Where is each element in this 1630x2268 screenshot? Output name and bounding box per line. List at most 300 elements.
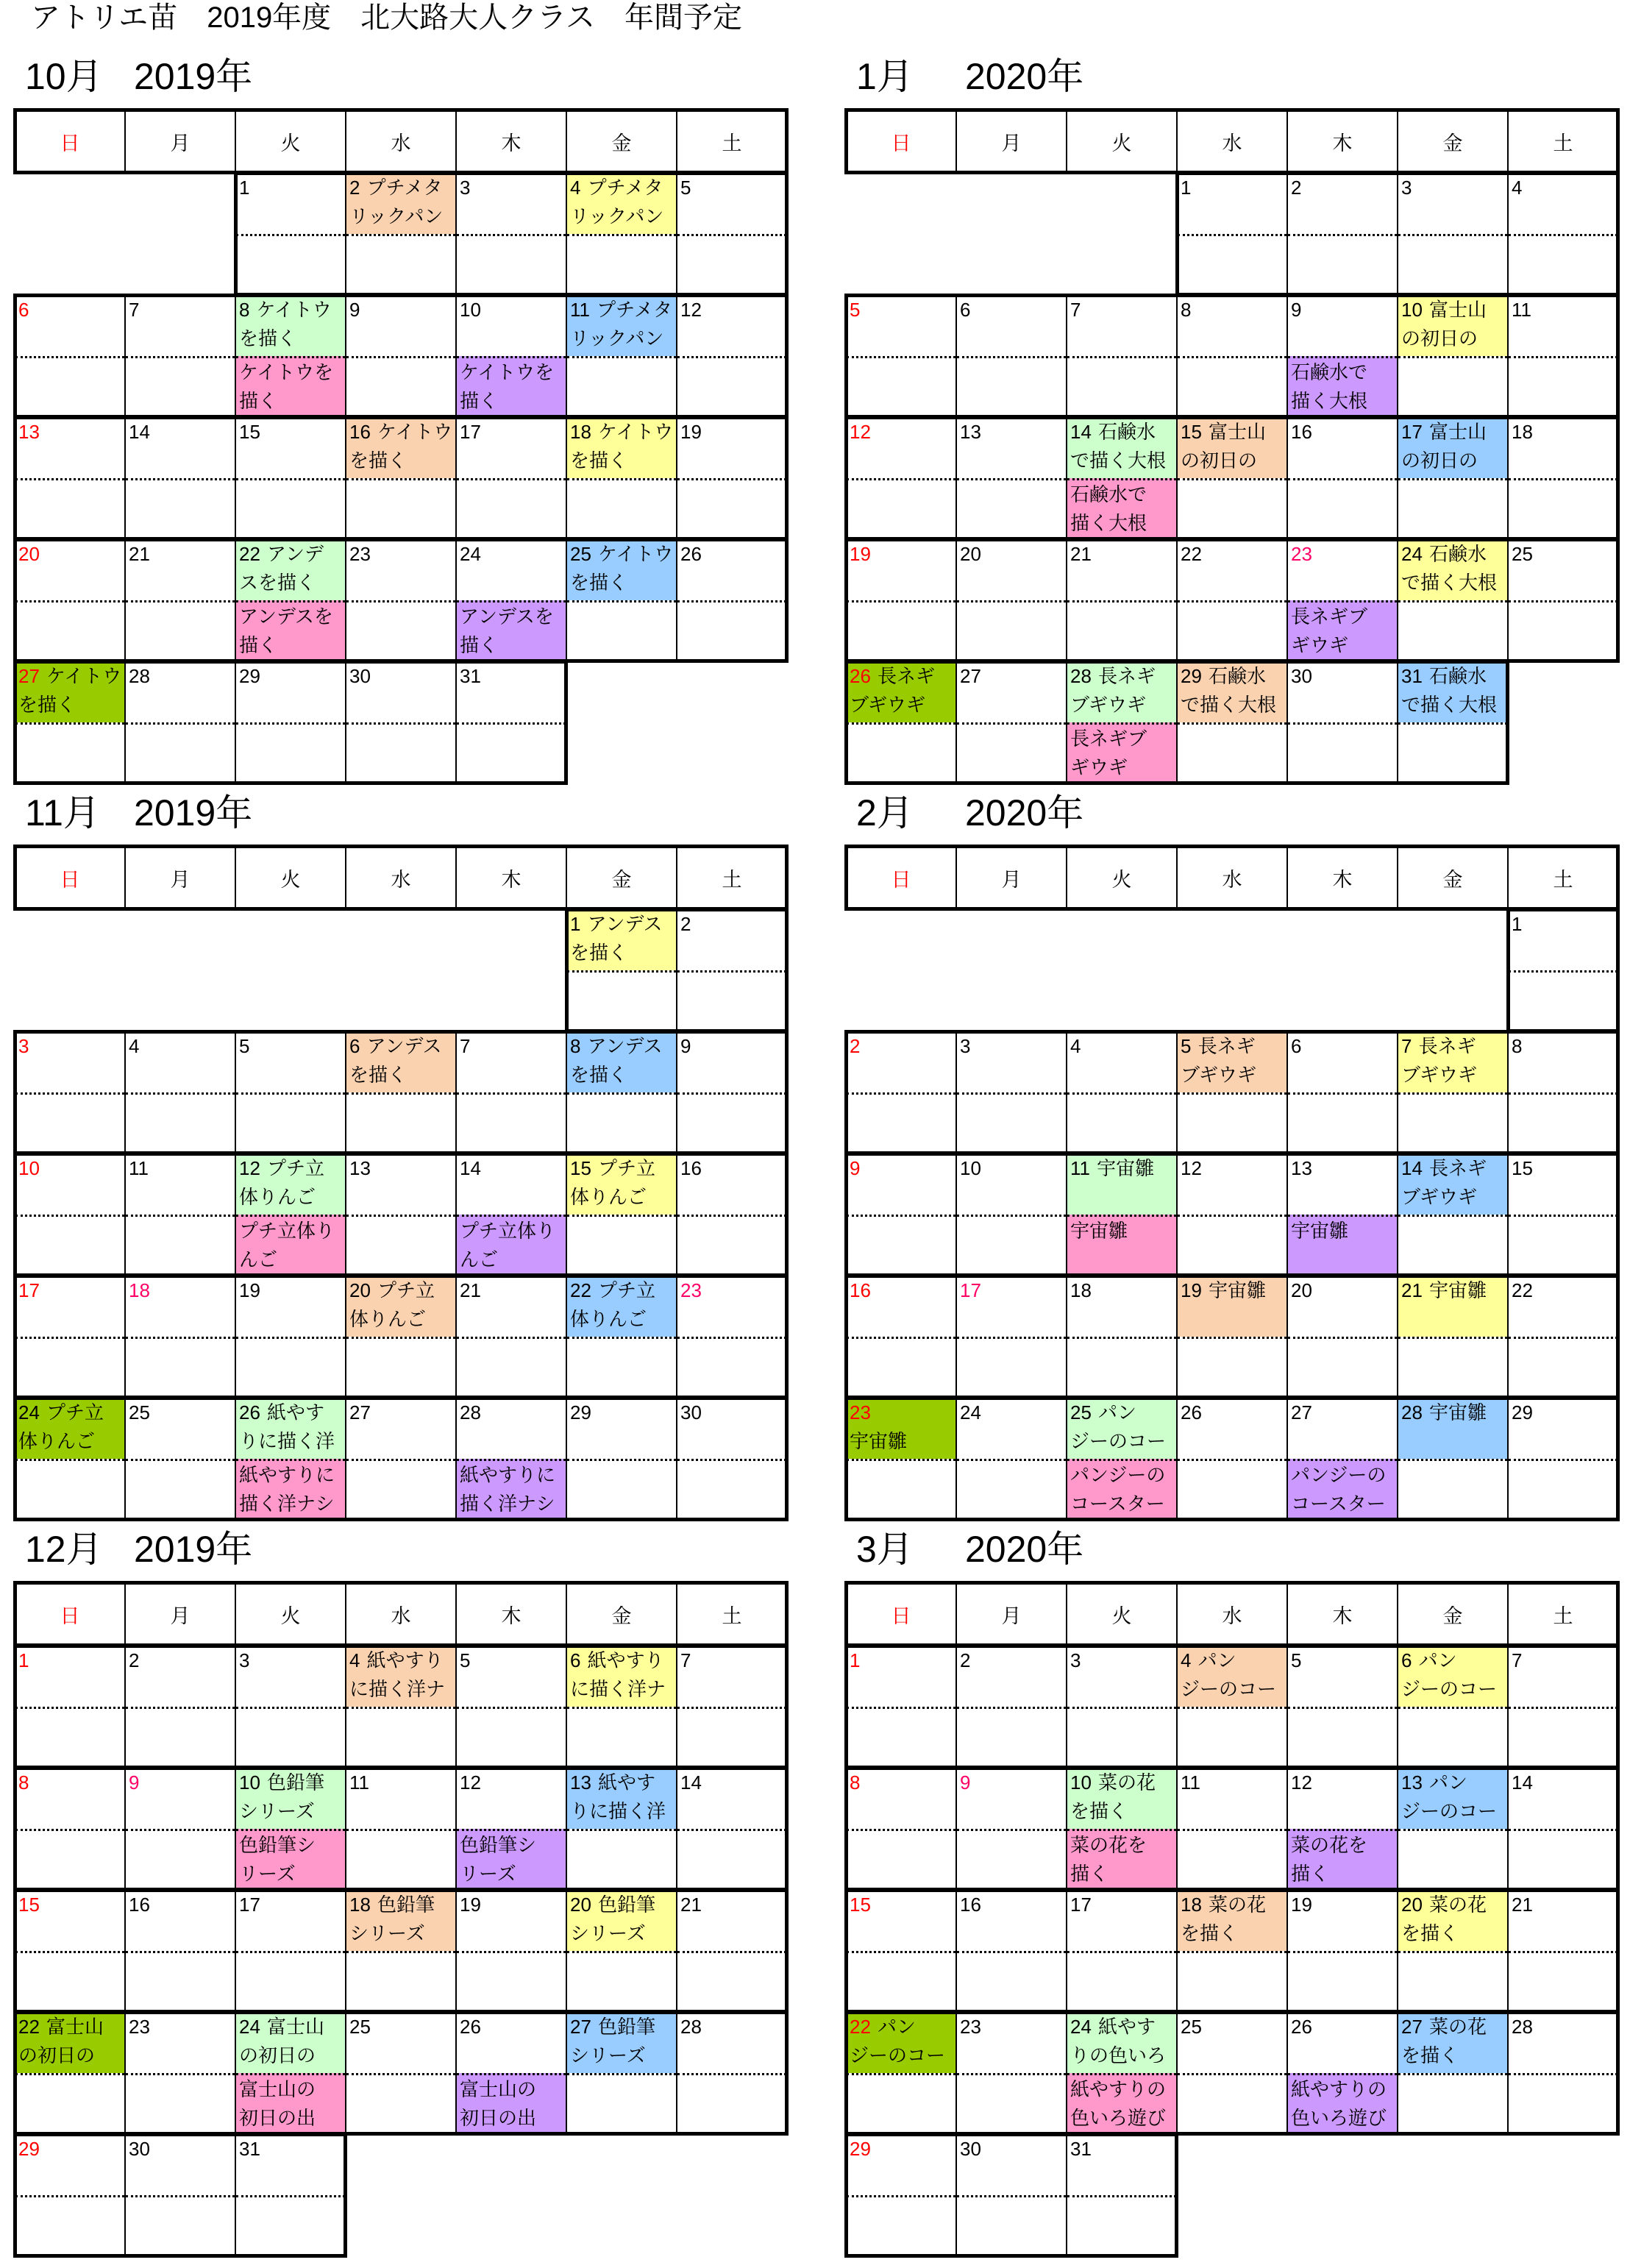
day-cell-bottom-slot	[677, 1337, 786, 1397]
day-number: 7	[460, 1035, 471, 1057]
day-cell	[846, 1153, 956, 1276]
event-text: 描く	[460, 390, 499, 412]
event-line	[570, 1061, 676, 1089]
event-line	[960, 1398, 1066, 1427]
day-cell	[346, 1768, 456, 1890]
day-cell-top-slot	[957, 1398, 1066, 1459]
event-line	[570, 1675, 676, 1704]
event-line	[1401, 174, 1507, 202]
day-number: 25	[1070, 1401, 1092, 1423]
day-cell-bottom-slot	[847, 1707, 955, 1767]
event-text: アンデスを	[460, 605, 554, 628]
day-number: 20	[960, 543, 981, 565]
day-cell-bottom-slot	[15, 1092, 124, 1153]
day-cell	[1067, 295, 1177, 417]
year-label: 2019年	[134, 56, 253, 97]
day-cell-bottom-slot	[1067, 1459, 1176, 1519]
day-number: 25	[349, 2016, 371, 2038]
event-line	[1291, 1891, 1397, 1919]
event-line	[18, 1032, 124, 1061]
day-number: 8	[239, 299, 250, 321]
event-line	[349, 1305, 455, 1334]
day-cell	[15, 417, 125, 539]
event-line	[239, 1217, 345, 1245]
day-cell-bottom-slot	[1067, 722, 1176, 783]
day-cell	[456, 173, 566, 295]
day-number: 21	[1512, 1894, 1533, 1916]
day-cell-top-slot	[126, 1154, 235, 1215]
event-text: 石鹸水	[1098, 421, 1156, 443]
day-cell-bottom-slot	[957, 600, 1066, 661]
day-cell-bottom-slot	[1288, 478, 1397, 538]
day-cell	[956, 1890, 1067, 2012]
day-cell	[1287, 2012, 1398, 2134]
weekday-header-cell: 月	[125, 110, 235, 173]
month-label: 10月	[25, 56, 103, 97]
day-cell-bottom-slot	[1398, 1951, 1507, 2011]
day-cell	[15, 2012, 125, 2134]
event-text: 体りんご	[349, 1308, 427, 1330]
event-line	[1291, 1276, 1397, 1305]
event-line	[1181, 540, 1286, 569]
day-cell-top-slot	[346, 1646, 455, 1707]
event-line	[680, 2013, 786, 2041]
day-cell-top-slot	[1288, 418, 1397, 478]
day-cell-bottom-slot	[126, 1215, 235, 1275]
event-line	[239, 418, 345, 447]
day-cell-top-slot	[15, 1768, 124, 1829]
day-cell-bottom-slot	[346, 1707, 455, 1767]
event-line	[1070, 2104, 1176, 2133]
day-cell	[1177, 173, 1287, 295]
event-text: に描く洋ナ	[349, 1678, 446, 1700]
day-number: 21	[1070, 543, 1092, 565]
day-number: 2	[680, 913, 691, 935]
day-cell-bottom-slot	[847, 2073, 955, 2133]
event-line	[960, 296, 1066, 324]
event-line	[570, 1276, 676, 1305]
day-cell	[677, 1890, 787, 2012]
day-cell-top-slot	[1178, 174, 1286, 234]
day-number: 30	[680, 1401, 702, 1423]
day-cell	[1398, 2012, 1508, 2134]
day-cell	[1067, 539, 1177, 661]
day-number: 15	[850, 1894, 871, 1916]
day-cell-bottom-slot	[1067, 1829, 1176, 1889]
day-number: 8	[1181, 299, 1192, 321]
event-line	[1070, 1461, 1176, 1490]
day-cell-top-slot	[1509, 174, 1617, 234]
day-cell	[677, 1031, 787, 1153]
event-line	[570, 296, 676, 324]
event-line	[239, 387, 345, 416]
day-cell	[1177, 417, 1287, 539]
day-number: 27	[18, 665, 40, 687]
year-label: 2020年	[965, 1529, 1084, 1570]
weekday-header-cell: 金	[1398, 846, 1508, 909]
day-cell-top-slot	[677, 910, 786, 970]
day-number: 17	[1401, 421, 1423, 443]
day-cell-top-slot	[1288, 174, 1397, 234]
day-number: 1	[239, 177, 250, 199]
day-cell	[956, 1276, 1067, 1398]
day-cell-top-slot	[1288, 1398, 1397, 1459]
day-cell	[456, 1646, 566, 1768]
day-cell-bottom-slot	[1509, 1092, 1617, 1153]
day-cell	[1287, 1398, 1398, 1520]
day-cell-top-slot	[957, 418, 1066, 478]
day-cell-bottom-slot	[346, 356, 455, 416]
day-number: 2	[349, 177, 360, 199]
day-cell	[125, 1646, 235, 1768]
day-cell-bottom-slot	[957, 1459, 1066, 1519]
day-cell-top-slot	[1398, 2013, 1507, 2073]
event-line	[239, 1461, 345, 1490]
day-number: 5	[239, 1035, 250, 1057]
day-cell-bottom-slot	[15, 1951, 124, 2011]
event-line	[1512, 1154, 1617, 1183]
day-cell	[956, 1153, 1067, 1276]
day-cell-bottom-slot	[567, 1092, 676, 1153]
event-line	[460, 1032, 566, 1061]
day-cell	[235, 2012, 346, 2134]
day-cell	[1177, 1768, 1287, 1890]
day-number: 11	[349, 1771, 369, 1794]
event-line	[1181, 418, 1286, 447]
event-line	[18, 296, 124, 324]
event-line	[1291, 2104, 1397, 2133]
event-text: ジーのコー	[1401, 1800, 1498, 1822]
day-cell-bottom-slot	[1178, 234, 1286, 294]
event-line	[239, 296, 345, 324]
day-cell-top-slot	[1178, 1032, 1286, 1092]
day-cell	[1398, 1768, 1508, 1890]
day-cell-top-slot	[847, 1154, 955, 1215]
day-cell-bottom-slot	[457, 1215, 566, 1275]
event-text: リックパン	[349, 205, 444, 227]
day-cell-top-slot	[126, 662, 235, 722]
event-text: ジーのコー	[1181, 1678, 1277, 1700]
weekday-header-cell: 木	[1287, 1582, 1398, 1646]
day-cell-top-slot	[1398, 540, 1507, 600]
event-line	[460, 174, 566, 202]
weekday-header-cell: 土	[677, 110, 787, 173]
day-cell-top-slot	[457, 296, 566, 356]
day-cell-bottom-slot	[1067, 2195, 1176, 2255]
day-cell-top-slot	[1398, 1154, 1507, 1215]
day-cell-bottom-slot	[457, 478, 566, 538]
day-number: 26	[460, 2016, 481, 2038]
day-cell-bottom-slot	[1067, 1092, 1176, 1153]
event-line	[1291, 602, 1397, 631]
day-cell	[346, 1646, 456, 1768]
year-label: 2019年	[134, 1529, 253, 1570]
day-number: 18	[129, 1279, 150, 1301]
event-line	[1070, 540, 1176, 569]
day-cell-top-slot	[847, 296, 955, 356]
day-cell-top-slot	[236, 1276, 345, 1337]
day-cell	[346, 1276, 456, 1398]
day-number: 27	[960, 665, 981, 687]
event-text: んご	[239, 1248, 278, 1270]
day-cell	[235, 1276, 346, 1398]
day-cell	[235, 1031, 346, 1153]
day-cell-bottom-slot	[847, 478, 955, 538]
day-cell-bottom-slot	[1398, 2073, 1507, 2133]
day-cell	[346, 2012, 456, 2134]
day-cell	[677, 173, 787, 295]
day-number: 3	[239, 1649, 250, 1671]
event-line	[239, 358, 345, 387]
day-cell-top-slot	[126, 540, 235, 600]
event-line	[1401, 1154, 1507, 1183]
event-text: パン	[1098, 1401, 1137, 1423]
event-line	[460, 296, 566, 324]
event-line	[349, 1768, 455, 1797]
event-line	[1070, 480, 1176, 509]
day-number: 31	[1070, 2138, 1092, 2160]
weekday-header-cell: 金	[1398, 1582, 1508, 1646]
event-line	[239, 2135, 345, 2164]
event-text: プチ立体り	[460, 1220, 556, 1242]
day-cell	[125, 1153, 235, 1276]
day-number: 19	[850, 543, 871, 565]
event-line	[960, 2135, 1066, 2164]
event-line	[1070, 1860, 1176, 1888]
event-text: ブギウギ	[1181, 1064, 1256, 1086]
day-cell-bottom-slot	[126, 356, 235, 416]
day-number: 26	[1291, 2016, 1312, 2038]
day-cell	[1287, 1768, 1398, 1890]
day-cell	[1508, 2012, 1618, 2134]
day-cell	[456, 1398, 566, 1520]
day-number: 21	[680, 1894, 702, 1916]
day-cell-bottom-slot	[346, 1092, 455, 1153]
day-cell-bottom-slot	[1178, 478, 1286, 538]
event-line	[570, 939, 676, 967]
day-cell-bottom-slot	[847, 1951, 955, 2011]
day-cell	[456, 1153, 566, 1276]
event-text: リーズ	[460, 1863, 516, 1885]
day-cell-top-slot	[567, 1398, 676, 1459]
day-cell-bottom-slot	[236, 356, 345, 416]
day-number: 7	[1070, 299, 1081, 321]
event-line	[680, 174, 786, 202]
day-cell	[956, 1398, 1067, 1520]
day-cell-bottom-slot	[126, 722, 235, 783]
day-cell	[15, 1646, 125, 1768]
event-line	[1070, 753, 1176, 782]
day-cell-top-slot	[567, 418, 676, 478]
event-line	[960, 1276, 1066, 1305]
day-cell	[15, 1890, 125, 2012]
day-cell-bottom-slot	[1398, 478, 1507, 538]
event-line	[239, 2104, 345, 2133]
event-line	[1070, 2041, 1176, 2070]
day-number: 10	[960, 1157, 981, 1179]
day-cell-bottom-slot	[677, 1092, 786, 1153]
month-label: 2月	[856, 792, 914, 833]
event-line	[239, 1490, 345, 1518]
weekday-header-cell: 水	[346, 110, 456, 173]
day-number: 24	[18, 1401, 40, 1423]
event-line	[349, 1891, 455, 1919]
day-number: 26	[239, 1401, 260, 1423]
event-text: 長ネギ	[1418, 1035, 1476, 1057]
day-cell-top-slot	[847, 1646, 955, 1707]
day-number: 6	[1291, 1035, 1302, 1057]
day-cell-bottom-slot	[236, 1092, 345, 1153]
event-line	[239, 1032, 345, 1061]
event-text: を描く	[570, 1064, 628, 1086]
day-cell-top-slot	[1178, 1891, 1286, 1951]
event-line	[570, 324, 676, 353]
day-cell-top-slot	[567, 1276, 676, 1337]
event-line	[960, 1032, 1066, 1061]
event-line	[960, 2013, 1066, 2041]
event-text: 色鉛筆シ	[239, 1834, 316, 1856]
day-cell-bottom-slot	[1067, 1337, 1176, 1397]
event-line	[960, 1154, 1066, 1183]
day-cell-top-slot	[346, 174, 455, 234]
day-cell-top-slot	[346, 1768, 455, 1829]
day-cell	[1177, 2012, 1287, 2134]
day-cell	[1287, 661, 1398, 783]
day-number: 9	[129, 1771, 140, 1794]
event-line	[1291, 631, 1397, 660]
event-text: 菜の花を	[1070, 1834, 1147, 1856]
day-cell-bottom-slot	[567, 1707, 676, 1767]
day-number: 22	[570, 1279, 591, 1301]
day-cell-top-slot	[15, 540, 124, 600]
day-number: 4	[129, 1035, 140, 1057]
day-cell	[125, 539, 235, 661]
day-cell-top-slot	[15, 662, 124, 722]
day-cell	[846, 1646, 956, 1768]
event-line	[18, 2013, 124, 2041]
day-number: 2	[960, 1649, 971, 1671]
event-text: ケイトウを	[239, 361, 334, 383]
day-cell-top-slot	[1067, 418, 1176, 478]
event-line	[18, 2135, 124, 2164]
event-line	[960, 418, 1066, 447]
event-line	[850, 1154, 955, 1183]
event-line	[1401, 1797, 1507, 1826]
event-text: ブギウギ	[1401, 1064, 1477, 1086]
day-number: 28	[129, 665, 150, 687]
event-text: 色鉛筆	[267, 1771, 325, 1794]
event-line	[1401, 324, 1507, 353]
event-line	[1401, 2013, 1507, 2041]
event-text: 宇宙雛	[1209, 1279, 1267, 1301]
day-cell-bottom-slot	[677, 234, 786, 294]
event-text: 長ネギ	[1429, 1157, 1487, 1179]
day-cell	[346, 661, 456, 783]
day-cell-top-slot	[1509, 1768, 1617, 1829]
event-line	[680, 296, 786, 324]
event-text: 富士山	[1429, 299, 1487, 321]
event-text: 長ネギブ	[1070, 728, 1147, 750]
day-cell	[346, 1031, 456, 1153]
event-text: ケイトウ	[598, 421, 674, 443]
day-cell-bottom-slot	[567, 1215, 676, 1275]
event-line	[1401, 662, 1507, 691]
day-number: 9	[850, 1157, 861, 1179]
day-number: 3	[18, 1035, 29, 1057]
day-cell-top-slot	[1067, 1646, 1176, 1707]
event-line	[239, 1183, 345, 1212]
event-text: を描く	[1401, 1922, 1459, 1944]
day-number: 5	[1291, 1649, 1302, 1671]
month-calendar	[15, 1524, 787, 2259]
day-cell	[846, 1890, 956, 2012]
day-cell	[1398, 295, 1508, 417]
event-line	[1070, 1398, 1176, 1427]
event-line	[1181, 662, 1286, 691]
day-cell-top-slot	[847, 662, 955, 722]
event-line	[1401, 691, 1507, 719]
weekday-header-cell: 水	[1177, 1582, 1287, 1646]
event-line	[680, 418, 786, 447]
event-line	[239, 569, 345, 597]
day-cell-top-slot	[1178, 662, 1286, 722]
day-cell	[235, 2134, 346, 2256]
day-cell-top-slot	[847, 540, 955, 600]
day-cell-top-slot	[1067, 296, 1176, 356]
event-text: ジーのコー	[1070, 1430, 1167, 1452]
day-cell	[235, 1890, 346, 2012]
day-number: 20	[570, 1894, 591, 1916]
day-cell-bottom-slot	[236, 2073, 345, 2133]
day-cell-top-slot	[847, 1032, 955, 1092]
day-number: 15	[239, 421, 260, 443]
weekday-header-cell: 月	[956, 1582, 1067, 1646]
event-line	[239, 1427, 345, 1456]
event-line	[1401, 540, 1507, 569]
day-cell-top-slot	[957, 296, 1066, 356]
day-cell-bottom-slot	[1067, 356, 1176, 416]
day-cell-bottom-slot	[677, 970, 786, 1031]
event-text: りに描く洋	[239, 1430, 335, 1452]
day-cell-bottom-slot	[126, 1459, 235, 1519]
day-number: 1	[1512, 913, 1523, 935]
event-line	[1291, 418, 1397, 447]
weekday-header-cell: 土	[1508, 846, 1618, 909]
day-cell-top-slot	[677, 1398, 786, 1459]
day-cell-top-slot	[677, 1768, 786, 1829]
event-text: ケイトウ	[46, 665, 122, 687]
event-line	[18, 418, 124, 447]
day-cell	[956, 2134, 1067, 2256]
day-cell-top-slot	[457, 540, 566, 600]
weekday-header-cell: 金	[566, 1582, 677, 1646]
day-cell-bottom-slot	[15, 1337, 124, 1397]
weekday-header-cell: 日	[846, 110, 956, 173]
day-cell-bottom-slot	[1509, 1951, 1617, 2011]
day-cell-top-slot	[677, 1646, 786, 1707]
event-line	[570, 447, 676, 475]
event-text: 紙やす	[598, 1771, 656, 1794]
event-line	[239, 540, 345, 569]
event-text: 富士山の	[239, 2078, 316, 2100]
day-cell-bottom-slot	[1178, 356, 1286, 416]
day-cell-top-slot	[957, 1768, 1066, 1829]
month-calendar	[15, 51, 787, 786]
day-cell	[1287, 295, 1398, 417]
event-line	[129, 1891, 235, 1919]
day-cell-bottom-slot	[847, 1215, 955, 1275]
day-number: 30	[349, 665, 371, 687]
